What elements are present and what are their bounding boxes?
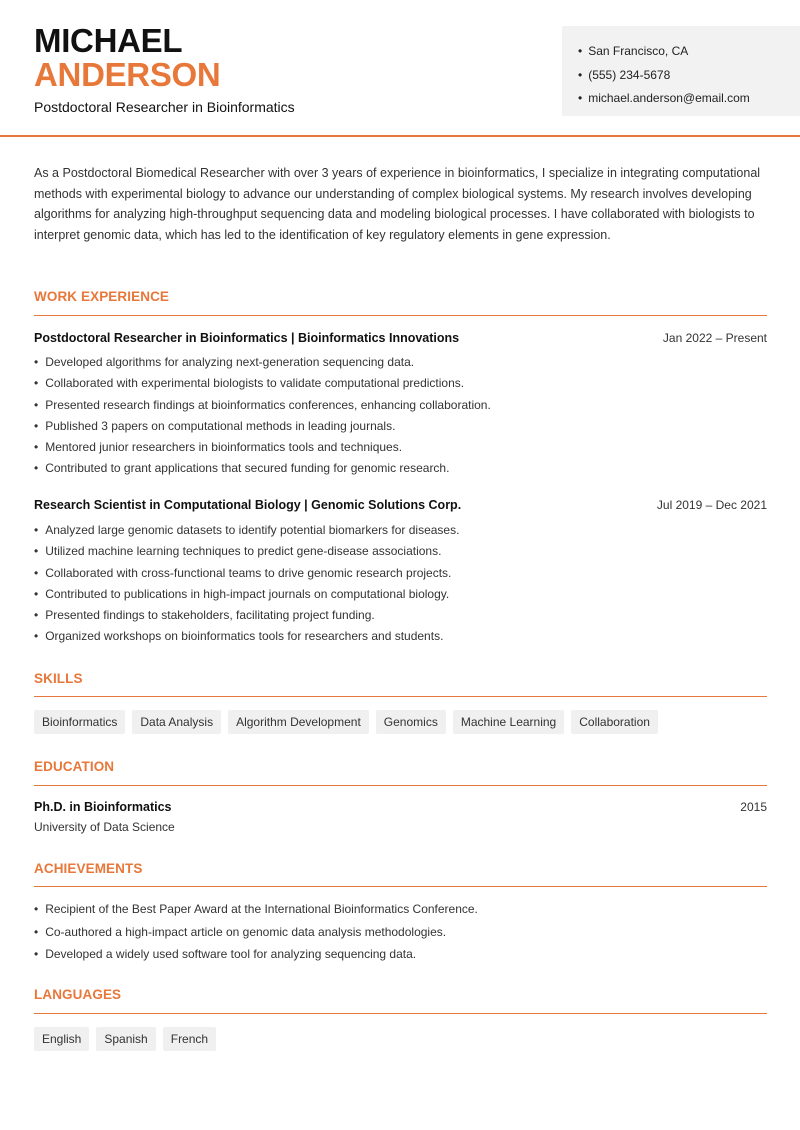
job-title: Research Scientist in Computational Biology | Genomic Solutions Corp. [34,498,462,512]
language-tag: French [163,1027,216,1051]
candidate-name [34,24,220,92]
list-item: • Presented research findings at bioinformatics conferences, enhancing collaboration. [34,395,774,416]
section-divider [34,1013,767,1014]
education-school: University of Data Science [34,820,175,834]
skill-tag: Data Analysis [132,710,221,734]
job-dates: Jul 2019 – Dec 2021 [656,498,767,512]
list-item: • Analyzed large genomic datasets to identify potential biomarkers for diseases. [34,520,774,541]
list-item: • Co-authored a high-impact article on genomic data analysis methodologies. [34,921,774,944]
skills-list [34,710,658,734]
job-title: Postdoctoral Researcher in Bioinformatics | Bioinformatics Innovations [34,331,460,345]
section-divider [34,785,767,786]
languages-list [34,1027,216,1051]
contact-phone: • (555) 234-5678 [578,64,800,88]
list-item: • Recipient of the Best Paper Award at the International Bioinformatics Conference. [34,898,774,921]
skill-tag: Machine Learning [453,710,564,734]
section-title-languages: LANGUAGES [34,987,122,1002]
headline: Postdoctoral Researcher in Bioinformatics [34,99,295,115]
summary-paragraph: As a Postdoctoral Biomedical Researcher with over 3 years of experience in bioinformatics, I specialize in integrating computational methods with experimental biology to advance our understanding of complex biological systems. My research involves developing algorithms for analyzing high-throughput sequencing data and modeling biological processes. I have collaborated with biologists to interpret genomic data, which has led to the identification of key regulatory elements in gene expression. [34,166,761,242]
contact-email: • michael.anderson@email.com [578,87,800,111]
list-item: • Utilized machine learning techniques to predict gene-disease associations. [34,541,774,562]
language-tag: Spanish [96,1027,155,1051]
skill-tag: Algorithm Development [228,710,369,734]
section-title-skills: SKILLS [34,671,83,686]
job-dates: Jan 2022 – Present [662,331,767,345]
skill-tag: Collaboration [571,710,658,734]
section-divider [34,696,767,697]
skill-tag: Genomics [376,710,446,734]
contact-box [562,26,800,116]
list-item: • Collaborated with experimental biologists to validate computational predictions. [34,373,774,394]
list-item: • Developed a widely used software tool for analyzing sequencing data. [34,943,774,966]
list-item: • Developed algorithms for analyzing next-generation sequencing data. [34,352,774,373]
last-name: ANDERSON [34,56,221,93]
list-item: • Contributed to grant applications that secured funding for genomic research. [34,458,774,479]
first-name: MICHAEL [34,22,183,59]
section-title-education: EDUCATION [34,759,115,774]
section-title-work: WORK EXPERIENCE [34,289,170,304]
resume-header [0,0,800,137]
list-item: • Presented findings to stakeholders, facilitating project funding. [34,605,774,626]
list-item: • Collaborated with cross-functional teams to drive genomic research projects. [34,563,774,584]
job-bullets [34,520,774,648]
list-item: • Organized workshops on bioinformatics tools for researchers and students. [34,626,774,647]
list-item: • Published 3 papers on computational methods in leading journals. [34,416,774,437]
section-divider [34,886,767,887]
job-bullets [34,352,774,480]
list-item: • Mentored junior researchers in bioinformatics tools and techniques. [34,437,774,458]
education-year: 2015 [740,800,767,814]
section-divider [34,315,767,316]
education-degree: Ph.D. in Bioinformatics [34,800,172,814]
skill-tag: Bioinformatics [34,710,125,734]
contact-location: • San Francisco, CA [578,40,800,64]
achievements-list [34,898,774,966]
section-title-achievements: ACHIEVEMENTS [34,861,143,876]
language-tag: English [34,1027,89,1051]
list-item: • Contributed to publications in high-impact journals on computational biology. [34,584,774,605]
